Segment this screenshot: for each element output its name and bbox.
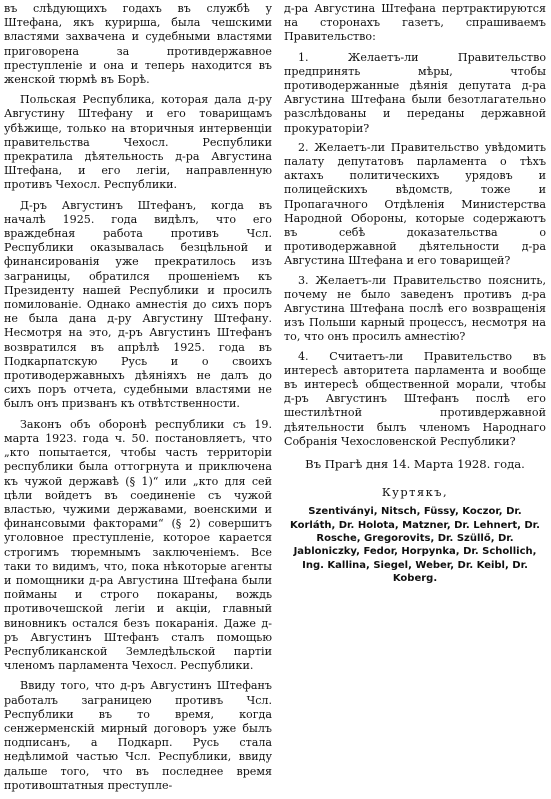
signers-title: Куртякъ, — [381, 485, 449, 500]
question-2: 2. Желаетъ-ли Правительство увѣдомить палату депутатовъ парламента о тѣхъ актахъ политическихъ урядовъ и полицейскихъ вѣдомств, тоже и Пропагачного Отдѣленія Министерства Народной Обороны, которые содержаютъ въ себѣ доказательства о противодержавной дѣятельности д-ра Августина Штефана и его товарищей? — [284, 140, 546, 268]
left-column — [4, 2, 272, 799]
right-column — [284, 2, 546, 586]
dateline: Въ Прагѣ дня 14. Марта 1928. года. — [305, 457, 525, 472]
paragraph-defense-law: Законъ объ оборонѣ республики съ 19. марта 1923. года ч. 50. постановляетъ, что „кто попытается, чтобы часть территоріи республики была оттогрнута и приключена къ чужой державѣ (§ 1)“ или „кто для сей цѣли войдетъ въ соединеніе съ чужой властью, чужими державами, военскими и финансовыми факторами“ (§ 2) совершитъ уголовное преступленіе, которое карается строгимъ тюремнымъ заключеніемъ. Все таки то видимъ, что, пока нѣкоторые агенты и помощники д-ра Августина Штефана были пойманы и строго покараны, вождь противочешской легіи и акціи, главный виновникъ остался безъ покаранія. Даже д-ръ Августинъ Штефанъ сталъ помощью Республиканской Земледѣльской партіи членомъ парламента Чехосл. Республики. — [4, 417, 272, 673]
paragraph-return-1925: Д-ръ Августинъ Штефанъ, когда въ началѣ 1925. года видѣлъ, что его враждебная работа противъ Чсл. Республики оказывалась безцѣльной и финансированія уже прекратилось изъ заграницы, обратился прошеніемъ къ Президенту нашей Республики и просилъ помилованіе. Однако амнестія до сихъ поръ не была дана д-ру Августину Штефану. Несмотря на это, д-ръ Августинъ Штефанъ возвратился въ апрѣлѣ 1925. года въ Подкарпатскую Русь и о своихъ противодержавныхъ дѣяніяхъ не далъ до сихъ поръ отчета, судебными властями не былъ онъ призванъ къ отвѣтственности. — [4, 198, 272, 411]
paragraph-continuation: въ слѣдующихъ годахъ въ службѣ у Штефана, якъ курирша, была чешскими властями захвачена и судебными властями приговорена за противдержавное преступленіе и она и теперь находится въ женской тюрмѣ въ Борѣ. — [4, 2, 272, 87]
question-3: 3. Желаетъ-ли Правительство пояснить, почему не было заведенъ противъ д-ра Августина Штефана послѣ его возвращенія изъ Польши карный процессъ, несмотря на то, что онъ просилъ амнестію? — [284, 273, 546, 344]
paragraph-intro: д-ра Августина Штефана пертрактируются на сторонахъ газетъ, спрашиваемъ Правительство: — [284, 2, 546, 44]
question-4: 4. Считаетъ-ли Правительство въ интересѣ авторитета парламента и вообще въ интересѣ общественной морали, чтобы д-ръ Августинъ Штефанъ послѣ его шестилѣтной противдержавной дѣятельности былъ членомъ Народнаго Собранія Чехословенской Республики? — [284, 349, 546, 448]
question-1: 1. Желаетъ-ли Правительство предпринять мѣры, чтобы противодержанные дѣянія депутата д-ра Августина Штефана были безотлагательно разслѣдованы и переданы державной прокураторіи? — [284, 50, 546, 135]
paragraph-polish-republic: Польская Республика, которая дала д-ру Августину Штефану и его товарищамъ убѣжище, только на вторичныя интервенціи правительства Чехосл. Республики прекратила дѣятельность д-ра Августина Штефана, и его легіи, направленную противъ Чехосл. Республики. — [4, 93, 272, 192]
signers-list: Szentiványi, Nitsch, Füssy, Koczor, Dr. Korláth, Dr. Holota, Matzner, Dr. Lehnert, Dr. Rosche, Gregorovits, Dr. Szüllő, Dr. Jabloniczky, Fedor, Horpynka, Dr. Schollich, Ing. Kallina, Siegel, Weber, Dr. Keibl, Dr. Koberg. — [290, 506, 540, 585]
paragraph-in-view: Ввиду того, что д-ръ Августинъ Штефанъ работалъ заграницею противъ Чсл. Республики въ то время, когда сенжерменскій мирный договоръ уже былъ подписанъ, а Подкарп. Русь стала недѣлимой частью Чсл. Республики, ввиду дальше того, что въ последнее время противоштатныя преступле- — [4, 679, 272, 792]
